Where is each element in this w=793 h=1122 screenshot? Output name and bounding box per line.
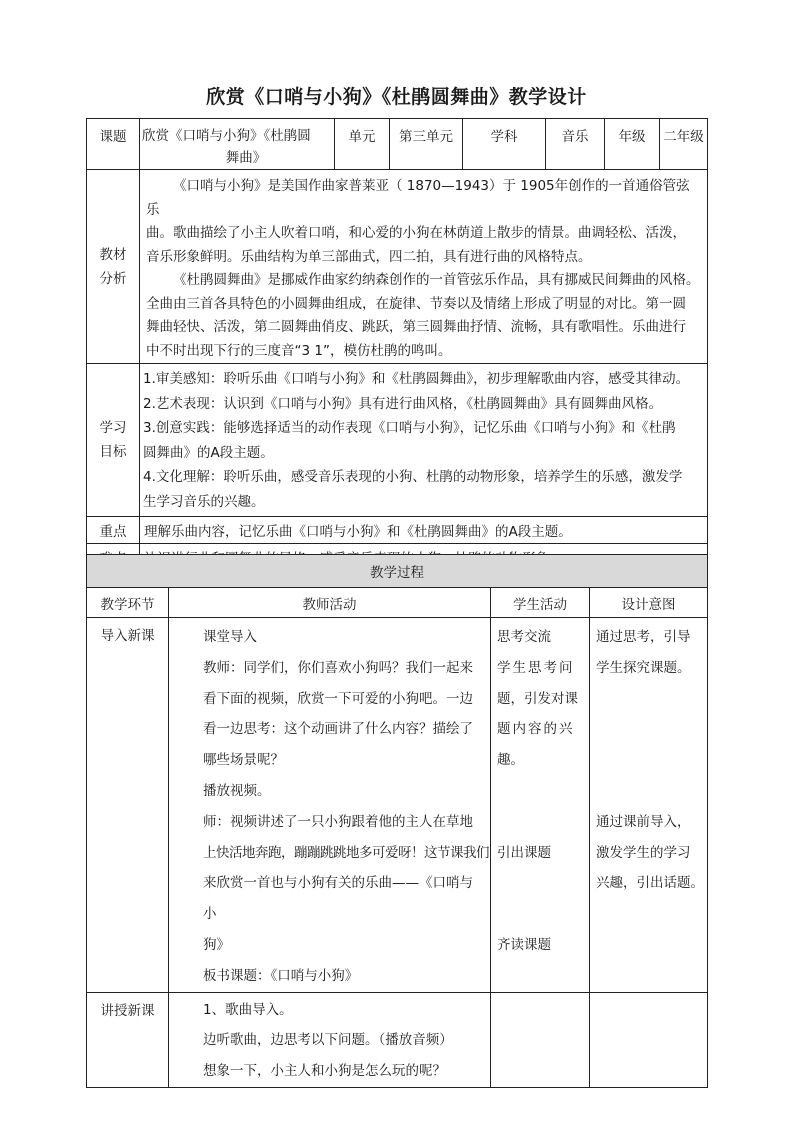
- unit-value: 第三单元: [390, 119, 463, 170]
- info-table: [86, 118, 708, 571]
- intent-line: 兴趣，引出话题。: [596, 875, 704, 892]
- intro-row: [87, 618, 708, 993]
- objective-line: 3.创意实践：能够选择适当的动作表现《口哨与小狗》，记忆乐曲《口哨与小狗》和《杜鹃: [143, 420, 676, 436]
- teacher-line: 哪些场景呢？: [203, 752, 284, 769]
- objectives-row: [87, 364, 708, 517]
- topic-value: 欣赏《口哨与小狗》《杜鹃圆 舞曲》: [140, 119, 335, 170]
- col-header-intent: 设计意图: [590, 588, 708, 618]
- column-header-row: [87, 588, 708, 618]
- key-points-label: 重点: [87, 517, 140, 544]
- key-points-row: [87, 517, 708, 544]
- topic-label: 课题: [87, 119, 140, 170]
- analysis-text: [140, 170, 708, 364]
- grade-label: 年级: [605, 119, 660, 170]
- analysis-line: 音乐形象鲜明。乐曲结构为单三部曲式，四二拍，具有进行曲的风格特点。: [146, 248, 592, 265]
- analysis-line: 《口哨与小狗》是美国作曲家普莱亚（ 1870—1943）于 1905年创作的一首通俗管弦乐: [146, 178, 690, 218]
- process-table: [86, 554, 708, 1088]
- teacher-line: 板书课题：《口哨与小狗》: [203, 967, 359, 984]
- analysis-line: 舞曲轻快、活泼，第二圆舞曲俏皮、跳跃，第三圆舞曲抒情、流畅，具有歌唱性。乐曲进行: [146, 319, 686, 335]
- subject-value: 音乐: [546, 119, 605, 170]
- col-header-teacher: 教师活动: [169, 588, 491, 618]
- intent-line: 通过课前导入，: [596, 813, 691, 830]
- intent-line: 通过思考，引导: [596, 629, 691, 645]
- student-line: 学生思考问: [497, 659, 575, 676]
- key-points-text: 理解乐曲内容，记忆乐曲《口哨与小狗》和《杜鹃圆舞曲》的A段主题。: [140, 517, 708, 544]
- teach-student: [491, 992, 590, 1087]
- intent-line: 激发学生的学习: [596, 844, 691, 861]
- student-line: 思考交流: [497, 629, 551, 645]
- col-header-student: 学生活动: [491, 588, 590, 618]
- student-line: 引出课题: [497, 844, 551, 861]
- intro-stage: 导入新课: [87, 618, 169, 993]
- teacher-line: 想象一下，小主人和小狗是怎么玩的呢？: [203, 1063, 446, 1080]
- intent-line: 学生探究课题。: [596, 659, 691, 676]
- teacher-line: 播放视频。: [203, 782, 271, 799]
- intro-teacher: [169, 618, 491, 993]
- intro-intent: [590, 618, 708, 993]
- teacher-line: 看下面的视频，欣赏一下可爱的小狗吧。一边: [203, 690, 473, 707]
- teacher-line: 看一边思考：这个动画讲了什么内容？描绘了: [203, 721, 473, 738]
- teacher-line: 边听歌曲，边思考以下问题。（播放音频）: [203, 1032, 453, 1049]
- document-title: 欣赏《口哨与小狗》《杜鹃圆舞曲》教学设计: [206, 86, 587, 108]
- student-line: 题，引发对课: [497, 690, 578, 707]
- objectives-label: 学习 目标: [87, 364, 140, 517]
- unit-label: 单元: [335, 119, 390, 170]
- analysis-line: 曲。歌曲描绘了小主人吹着口哨，和心爱的小狗在林荫道上散步的情景。曲调轻松、活泼，: [146, 225, 686, 241]
- teacher-line: 来欣赏一首也与小狗有关的乐曲——《口哨与小: [203, 875, 473, 923]
- objective-line: 2.艺术表现：认识到《口哨与小狗》具有进行曲风格，《杜鹃圆舞曲》具有圆舞曲风格。: [143, 395, 663, 412]
- grade-value: 二年级: [660, 119, 708, 170]
- student-line: 齐读课题: [497, 936, 551, 953]
- teacher-line: 1、歌曲导入。: [203, 1001, 293, 1018]
- teacher-line: 狗》: [203, 936, 230, 953]
- process-header: 教学过程: [87, 555, 708, 588]
- teacher-line: 课堂导入: [203, 629, 257, 645]
- student-line: 趣。: [497, 752, 524, 769]
- analysis-label: 教材 分析: [87, 170, 140, 364]
- objective-line: 生学习音乐的兴趣。: [143, 493, 265, 510]
- objective-line: 1.审美感知：聆听乐曲《口哨与小狗》和《杜鹃圆舞曲》，初步理解歌曲内容，感受其律动。: [143, 371, 690, 387]
- subject-label: 学科: [463, 119, 546, 170]
- teacher-line: 师：视频讲述了一只小狗跟着他的主人在草地: [203, 813, 473, 830]
- analysis-line: 《杜鹃圆舞曲》是挪威作曲家约纳森创作的一首管弦乐作品，具有挪威民间舞曲的风格。: [173, 272, 700, 288]
- teach-teacher: [169, 992, 491, 1087]
- topic-row: [87, 119, 708, 170]
- analysis-line: 中不时出现下行的三度音“3 1”，模仿杜鹃的鸣叫。: [146, 342, 452, 359]
- objectives-text: [140, 364, 708, 517]
- teach-intent: [590, 992, 708, 1087]
- analysis-row: [87, 170, 708, 364]
- teacher-line: 上快活地奔跑，蹦蹦跳跳地多可爱呀！这节课我们: [203, 844, 489, 861]
- teacher-line: 教师：同学们，你们喜欢小狗吗？我们一起来: [203, 659, 473, 676]
- col-header-stage: 教学环节: [87, 588, 169, 618]
- teach-stage: 讲授新课: [87, 992, 169, 1087]
- process-header-row: [87, 555, 708, 588]
- teach-row: [87, 992, 708, 1087]
- student-line: 题内容的兴: [497, 721, 575, 738]
- analysis-line: 全曲由三首各具特色的小圆舞曲组成，在旋律、节奏以及情绪上形成了明显的对比。第一圆: [146, 295, 686, 312]
- objective-line: 4.文化理解：聆听乐曲，感受音乐表现的小狗、杜鹃的动物形象，培养学生的乐感，激发学: [143, 469, 683, 485]
- objective-line: 圆舞曲》的A段主题。: [143, 444, 274, 461]
- intro-student: [491, 618, 590, 993]
